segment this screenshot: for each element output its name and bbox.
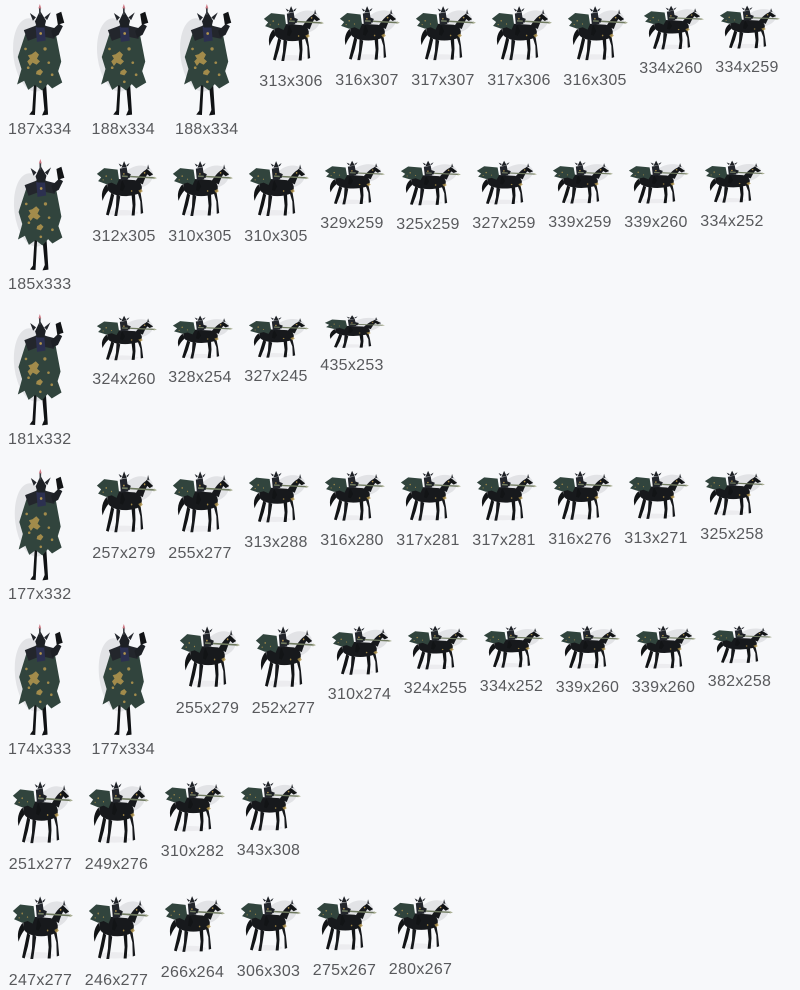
- sprite-dimensions-label: 334x252: [700, 213, 764, 230]
- sprite-cell[interactable]: [563, 4, 628, 90]
- sprite-dimensions-label: 329x259: [320, 215, 384, 232]
- mounted-knight-sprite[interactable]: [548, 159, 613, 209]
- sprite-dimensions-label: 327x259: [472, 215, 536, 232]
- sprite-dimensions-label: 247x277: [8, 972, 73, 989]
- sprite-cell[interactable]: [700, 469, 765, 544]
- sprite-dimensions-label: 316x305: [563, 72, 627, 89]
- mounted-knight-sprite[interactable]: [487, 4, 552, 67]
- mounted-knight-sprite[interactable]: [168, 469, 233, 540]
- sprite-cell[interactable]: [8, 314, 72, 449]
- sprite-cell[interactable]: [244, 159, 309, 246]
- mounted-knight-sprite[interactable]: [236, 894, 301, 958]
- sprite-cell[interactable]: [92, 314, 157, 389]
- sprite-dimensions-label: 174x333: [8, 741, 72, 758]
- sprite-dimensions-label: 317x307: [411, 72, 475, 89]
- mounted-knight-sprite[interactable]: [244, 469, 309, 529]
- mounted-knight-sprite[interactable]: [388, 894, 453, 956]
- standing-knight-sprite[interactable]: [175, 4, 238, 116]
- sprite-dimensions-label: 313x271: [624, 530, 688, 547]
- sprite-dimensions-label: 181x332: [8, 431, 72, 448]
- sprite-dimensions-label: 177x332: [8, 586, 72, 603]
- sprite-cell[interactable]: [92, 624, 156, 759]
- sprite-cell[interactable]: [411, 4, 476, 90]
- mounted-knight-sprite[interactable]: [411, 4, 476, 67]
- sprite-cell[interactable]: [624, 469, 689, 548]
- sprite-dimensions-label: 339x260: [555, 679, 620, 696]
- sprite-dimensions-label: 177x334: [91, 741, 155, 758]
- sprite-cell[interactable]: [327, 624, 392, 704]
- sprite-dimensions-label: 310x274: [327, 686, 392, 703]
- sprite-cell[interactable]: [472, 159, 537, 233]
- sprite-dimensions-label: 316x276: [548, 531, 612, 548]
- sprite-cell[interactable]: [403, 624, 468, 698]
- sprite-dimensions-label: 328x254: [168, 369, 232, 386]
- standing-knight-sprite[interactable]: [92, 4, 155, 116]
- standing-knight-sprite[interactable]: [10, 624, 69, 736]
- mounted-knight-sprite[interactable]: [8, 894, 73, 967]
- mounted-knight-sprite[interactable]: [92, 159, 157, 223]
- sprite-cell[interactable]: [8, 469, 72, 604]
- sprite-row: [8, 4, 800, 139]
- mounted-knight-sprite[interactable]: [8, 779, 73, 851]
- mounted-knight-sprite[interactable]: [563, 4, 628, 67]
- mounted-knight-sprite[interactable]: [624, 159, 689, 209]
- sprite-cell[interactable]: [631, 624, 696, 697]
- sprite-cell[interactable]: [715, 4, 780, 77]
- sprite-cell[interactable]: [236, 779, 301, 860]
- sprite-dimensions-label: 339x260: [624, 214, 688, 231]
- sprite-cell[interactable]: [396, 469, 461, 550]
- mounted-knight-sprite[interactable]: [251, 624, 316, 695]
- sprite-cell[interactable]: [8, 159, 72, 294]
- mounted-knight-sprite[interactable]: [168, 159, 233, 223]
- sprite-cell[interactable]: [168, 159, 233, 246]
- sprite-cell[interactable]: [168, 469, 233, 563]
- sprite-row: [8, 469, 800, 604]
- sprite-dimensions-label: 325x258: [700, 526, 764, 543]
- sprite-dimensions-label: 251x277: [8, 856, 73, 873]
- sprite-cell[interactable]: [8, 894, 73, 990]
- sprite-cell[interactable]: [8, 624, 72, 759]
- sprite-cell[interactable]: [388, 894, 453, 979]
- sprite-dimensions-label: 324x260: [92, 371, 156, 388]
- mounted-knight-sprite[interactable]: [472, 469, 537, 527]
- mounted-knight-sprite[interactable]: [327, 624, 392, 681]
- sprite-dimensions-label: 310x305: [244, 228, 308, 245]
- mounted-knight-sprite[interactable]: [236, 779, 301, 837]
- sprite-cell[interactable]: [259, 4, 324, 91]
- sprite-dimensions-label: 334x260: [639, 60, 703, 77]
- sprite-dimensions-label: 435x253: [320, 357, 384, 374]
- sprite-cell[interactable]: [700, 159, 765, 231]
- sprite-dimensions-label: 280x267: [388, 961, 453, 978]
- mounted-knight-sprite[interactable]: [312, 894, 377, 957]
- sprite-cell[interactable]: [84, 779, 149, 874]
- sprite-cell[interactable]: [479, 624, 544, 696]
- sprite-dimensions-label: 316x307: [335, 72, 399, 89]
- mounted-knight-sprite[interactable]: [631, 624, 696, 674]
- sprite-row: [8, 779, 800, 874]
- sprite-dimensions-label: 249x276: [84, 856, 149, 873]
- mounted-knight-sprite[interactable]: [479, 624, 544, 673]
- sprite-dimensions-label: 317x306: [487, 72, 551, 89]
- mounted-knight-sprite[interactable]: [335, 4, 400, 67]
- sprite-dimensions-label: 255x279: [175, 700, 240, 717]
- sprite-dimensions-label: 324x255: [403, 680, 468, 697]
- mounted-knight-sprite[interactable]: [396, 159, 461, 211]
- sprite-row: [8, 159, 800, 294]
- sprite-cell[interactable]: [8, 4, 72, 139]
- sprite-cell[interactable]: [168, 314, 233, 387]
- mounted-knight-sprite[interactable]: [707, 624, 772, 668]
- sprite-dimensions-label: 382x258: [707, 673, 772, 690]
- sprite-cell[interactable]: [555, 624, 620, 697]
- sprite-cell[interactable]: [84, 894, 149, 990]
- sprite-dimensions-label: 275x267: [312, 962, 377, 979]
- sprite-dimensions-label: 343x308: [236, 842, 301, 859]
- sprite-cell[interactable]: [707, 624, 772, 691]
- mounted-knight-sprite[interactable]: [320, 314, 385, 352]
- sprite-dimensions-label: 266x264: [160, 964, 225, 981]
- mounted-knight-sprite[interactable]: [639, 4, 704, 55]
- sprite-cell[interactable]: [320, 469, 385, 550]
- mounted-knight-sprite[interactable]: [84, 779, 149, 851]
- sprite-dimensions-label: 327x245: [244, 368, 308, 385]
- mounted-knight-sprite[interactable]: [548, 469, 613, 526]
- sprite-dimensions-label: 187x334: [8, 121, 72, 138]
- sprite-cell[interactable]: [548, 159, 613, 232]
- sprite-cell[interactable]: [244, 314, 309, 386]
- sprite-dimensions-label: 257x279: [92, 545, 156, 562]
- sprite-cell[interactable]: [548, 469, 613, 549]
- sprite-row: [8, 624, 800, 759]
- mounted-knight-sprite[interactable]: [320, 469, 385, 527]
- sprite-dimensions-label: 312x305: [92, 228, 156, 245]
- sprite-cell[interactable]: [251, 624, 316, 718]
- sprite-dimensions-label: 246x277: [84, 972, 149, 989]
- standing-knight-sprite[interactable]: [10, 469, 70, 581]
- sprite-cell[interactable]: [396, 159, 461, 234]
- mounted-knight-sprite[interactable]: [259, 4, 324, 68]
- sprite-cell[interactable]: [472, 469, 537, 550]
- mounted-knight-sprite[interactable]: [244, 314, 309, 363]
- mounted-knight-sprite[interactable]: [92, 469, 157, 540]
- mounted-knight-sprite[interactable]: [472, 159, 537, 210]
- standing-knight-sprite[interactable]: [9, 159, 71, 271]
- sprite-cell[interactable]: [160, 779, 225, 861]
- sprite-dimensions-label: 316x280: [320, 532, 384, 549]
- sprite-row: [8, 894, 800, 990]
- sprite-dimensions-label: 317x281: [472, 532, 536, 549]
- sprite-cell[interactable]: [320, 314, 385, 375]
- mounted-knight-sprite[interactable]: [320, 159, 385, 210]
- sprite-dimensions-label: 252x277: [251, 700, 316, 717]
- sprite-dimensions-label: 334x252: [479, 678, 544, 695]
- sprite-cell[interactable]: [8, 779, 73, 874]
- sprite-cell[interactable]: [175, 4, 239, 139]
- mounted-knight-sprite[interactable]: [84, 894, 149, 967]
- sprite-dimensions-label: 339x259: [548, 214, 612, 231]
- sprite-cell[interactable]: [92, 159, 157, 246]
- sprite-dimensions-label: 185x333: [8, 276, 72, 293]
- sprite-dimensions-label: 306x303: [236, 963, 301, 980]
- sprite-dimensions-label: 325x259: [396, 216, 460, 233]
- mounted-knight-sprite[interactable]: [555, 624, 620, 674]
- sprite-dimensions-label: 255x277: [168, 545, 232, 562]
- mounted-knight-sprite[interactable]: [715, 4, 780, 54]
- sprite-dimensions-label: 310x282: [160, 843, 225, 860]
- sprite-row: [8, 314, 800, 449]
- sprite-dimensions-label: 188x334: [175, 121, 239, 138]
- mounted-knight-sprite[interactable]: [700, 469, 765, 521]
- sprite-cell[interactable]: [236, 894, 301, 981]
- sprite-cell[interactable]: [639, 4, 704, 78]
- sprite-dimensions-label: 317x281: [396, 532, 460, 549]
- mounted-knight-sprite[interactable]: [160, 779, 225, 838]
- sprite-cell[interactable]: [320, 159, 385, 233]
- mounted-knight-sprite[interactable]: [92, 314, 157, 366]
- sprite-cell[interactable]: [244, 469, 309, 552]
- mounted-knight-sprite[interactable]: [700, 159, 765, 208]
- sprite-cell[interactable]: [92, 469, 157, 563]
- sprite-cell[interactable]: [335, 4, 400, 90]
- standing-knight-sprite[interactable]: [94, 624, 153, 736]
- standing-knight-sprite[interactable]: [9, 314, 70, 426]
- sprite-dimensions-label: 313x288: [244, 534, 308, 551]
- mounted-knight-sprite[interactable]: [244, 159, 309, 223]
- mounted-knight-sprite[interactable]: [403, 624, 468, 675]
- sprite-dimensions-label: 188x334: [91, 121, 155, 138]
- mounted-knight-sprite[interactable]: [168, 314, 233, 364]
- mounted-knight-sprite[interactable]: [175, 624, 240, 695]
- sprite-dimensions-label: 310x305: [168, 228, 232, 245]
- sprite-cell[interactable]: [160, 894, 225, 982]
- standing-knight-sprite[interactable]: [8, 4, 71, 116]
- sprite-cell[interactable]: [312, 894, 377, 980]
- sprite-cell[interactable]: [624, 159, 689, 232]
- mounted-knight-sprite[interactable]: [396, 469, 461, 527]
- sprite-dimensions-label: 339x260: [631, 679, 696, 696]
- sprite-dimensions-label: 313x306: [259, 73, 323, 90]
- sprite-dimensions-label: 334x259: [715, 59, 779, 76]
- mounted-knight-sprite[interactable]: [160, 894, 225, 959]
- mounted-knight-sprite[interactable]: [624, 469, 689, 525]
- sprite-cell[interactable]: [92, 4, 156, 139]
- sprite-cell[interactable]: [487, 4, 552, 90]
- sprite-cell[interactable]: [175, 624, 240, 718]
